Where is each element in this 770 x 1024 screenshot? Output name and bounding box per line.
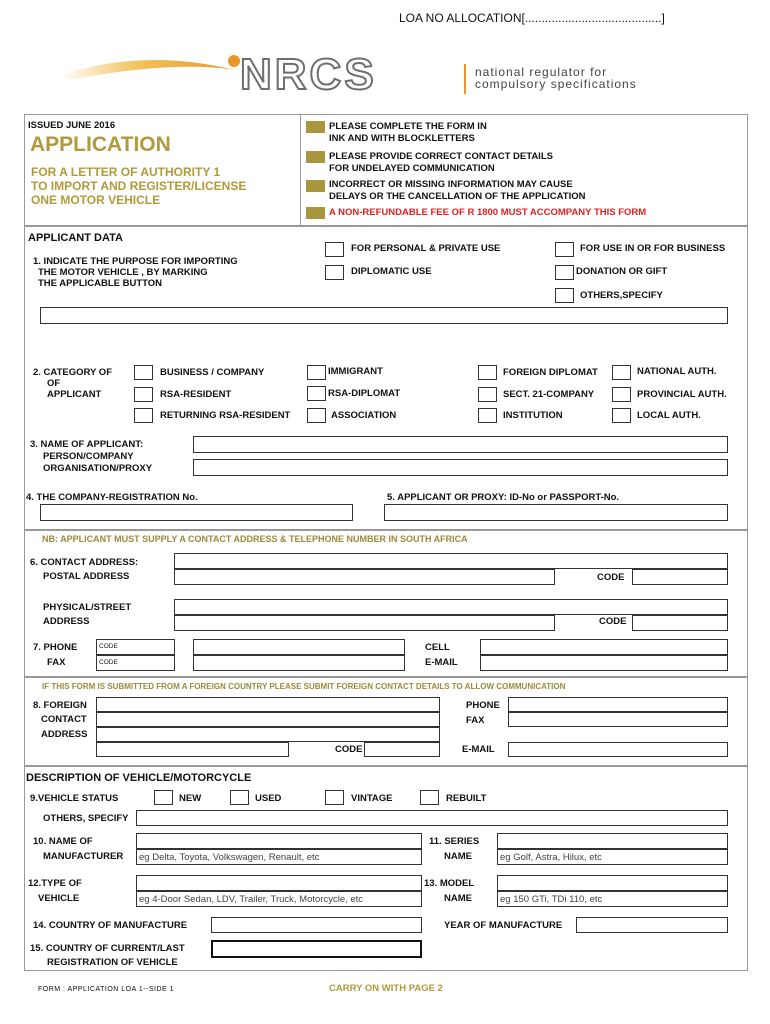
nrcs-logo-text: NRCS bbox=[240, 50, 377, 99]
company-registration-label: 4. THE COMPANY-REGISTRATION No. bbox=[26, 492, 198, 503]
foreign-address-input-3[interactable] bbox=[96, 727, 440, 742]
status-vintage-checkbox[interactable] bbox=[325, 790, 344, 805]
instruction-bullet-2 bbox=[306, 151, 325, 163]
applicant-name-line1: 3. NAME OF APPLICANT: bbox=[30, 439, 144, 450]
subtitle-line2: TO IMPORT AND REGISTER/LICENSE bbox=[31, 179, 247, 193]
intro-divider bbox=[300, 114, 301, 226]
sect21-company-checkbox[interactable] bbox=[478, 387, 497, 402]
fax-number-input[interactable] bbox=[193, 655, 405, 671]
country-manufacture-input[interactable] bbox=[211, 917, 422, 933]
form-title: APPLICATION bbox=[30, 133, 171, 156]
status-used-label: USED bbox=[255, 793, 282, 804]
instruction-1-line2: INK AND WITH BLOCKLETTERS bbox=[329, 133, 475, 144]
foreign-line3: ADDRESS bbox=[41, 729, 88, 740]
foreign-line2: CONTACT bbox=[41, 714, 87, 725]
diplomatic-use-label: DIPLOMATIC USE bbox=[351, 266, 432, 277]
year-manufacture-label: YEAR OF MANUFACTURE bbox=[444, 920, 563, 931]
diplomatic-use-checkbox[interactable] bbox=[325, 265, 344, 280]
others-purpose-checkbox[interactable] bbox=[555, 288, 574, 303]
manufacturer-line2: MANUFACTURER bbox=[43, 851, 124, 862]
vehicle-heading: DESCRIPTION OF VEHICLE/MOTORCYCLE bbox=[26, 772, 252, 784]
purpose-line2: THE MOTOR VEHICLE , BY MARKING bbox=[38, 267, 208, 278]
postal-address-input-1[interactable] bbox=[174, 553, 728, 569]
instruction-1-line1: PLEASE COMPLETE THE FORM IN bbox=[329, 121, 487, 132]
national-auth-checkbox[interactable] bbox=[612, 365, 631, 380]
company-registration-input[interactable] bbox=[40, 504, 353, 521]
cell-label: CELL bbox=[425, 642, 450, 653]
association-label: ASSOCIATION bbox=[331, 410, 397, 421]
postal-code-label: CODE bbox=[597, 572, 625, 583]
purpose-line3: THE APPLICABLE BUTTON bbox=[38, 278, 163, 289]
purpose-line1: 1. INDICATE THE PURPOSE FOR IMPORTING bbox=[33, 256, 238, 267]
status-used-checkbox[interactable] bbox=[230, 790, 249, 805]
personal-use-label: FOR PERSONAL & PRIVATE USE bbox=[351, 243, 501, 254]
subtitle-line1: FOR A LETTER OF AUTHORITY 1 bbox=[31, 165, 221, 179]
physical-code-input[interactable] bbox=[632, 615, 728, 631]
foreign-line1: 8. FOREIGN bbox=[33, 700, 87, 711]
series-line2: NAME bbox=[444, 851, 472, 862]
model-input-1[interactable] bbox=[497, 875, 728, 891]
local-auth-checkbox[interactable] bbox=[612, 408, 631, 423]
applicant-heading: APPLICANT DATA bbox=[28, 232, 123, 244]
immigrant-label: IMMIGRANT bbox=[328, 366, 383, 377]
returning-rsa-resident-label: RETURNING RSA-RESIDENT bbox=[160, 410, 291, 421]
institution-label: INSTITUTION bbox=[503, 410, 563, 421]
category-line3: APPLICANT bbox=[47, 389, 102, 400]
foreign-diplomat-checkbox[interactable] bbox=[478, 365, 497, 380]
foreign-code-label: CODE bbox=[335, 744, 363, 755]
status-rebuilt-label: REBUILT bbox=[446, 793, 487, 804]
foreign-fax-label: FAX bbox=[466, 715, 485, 726]
fee-notice: A NON-REFUNDABLE FEE OF R 1800 MUST ACCOMPANY THIS FORM bbox=[329, 207, 647, 218]
sect21-company-label: SECT. 21-COMPANY bbox=[503, 389, 595, 400]
provincial-auth-label: PROVINCIAL AUTH. bbox=[637, 389, 727, 400]
donation-label: DONATION OR GIFT bbox=[576, 266, 668, 277]
instruction-bullet-3 bbox=[306, 180, 325, 192]
applicant-name-line3: ORGANISATION/PROXY bbox=[43, 463, 153, 474]
phone-label: 7. PHONE bbox=[33, 642, 78, 653]
category-line2: OF bbox=[47, 378, 61, 389]
applicant-name-line2: PERSON/COMPANY bbox=[43, 451, 134, 462]
issued-date: ISSUED JUNE 2016 bbox=[28, 120, 116, 131]
status-new-label: NEW bbox=[179, 793, 202, 804]
form-id: FORM : APPLICATION LOA 1--SIDE 1 bbox=[38, 986, 175, 993]
foreign-notice: IF THIS FORM IS SUBMITTED FROM A FOREIGN COUNTRY PLEASE SUBMIT FOREIGN CONTACT DETAILS TO ALLOW COMMUNICATION bbox=[42, 682, 566, 691]
business-use-label: FOR USE IN OR FOR BUSINESS bbox=[580, 243, 726, 254]
regulator-line2: compulsory specifications bbox=[475, 77, 637, 91]
business-company-checkbox[interactable] bbox=[134, 365, 153, 380]
id-passport-input[interactable] bbox=[384, 504, 728, 521]
rsa-resident-label: RSA-RESIDENT bbox=[160, 389, 232, 400]
applicant-name-input-1[interactable] bbox=[193, 436, 728, 453]
loa-allocation: LOA NO ALLOCATION[.........................................] bbox=[399, 11, 665, 25]
postal-address-label: POSTAL ADDRESS bbox=[43, 571, 130, 582]
institution-checkbox[interactable] bbox=[478, 408, 497, 423]
email-label: E-MAIL bbox=[425, 657, 458, 668]
manufacturer-line1: 10. NAME OF bbox=[33, 836, 93, 847]
manufacturer-input-1[interactable] bbox=[136, 833, 422, 849]
fax-code-hint: CODE bbox=[99, 659, 118, 666]
foreign-phone-input[interactable] bbox=[508, 697, 728, 712]
foreign-fax-input[interactable] bbox=[508, 712, 728, 727]
type-input-1[interactable] bbox=[136, 875, 422, 891]
carry-on-note: CARRY ON WITH PAGE 2 bbox=[329, 983, 443, 994]
year-manufacture-input[interactable] bbox=[576, 917, 728, 933]
physical-address-input-1[interactable] bbox=[174, 599, 728, 615]
instruction-2-line1: PLEASE PROVIDE CORRECT CONTACT DETAILS bbox=[329, 151, 553, 162]
type-line2: VEHICLE bbox=[38, 893, 80, 904]
instruction-3-line2: DELAYS OR THE CANCELLATION OF THE APPLICATION bbox=[329, 191, 586, 202]
series-placeholder: eg Golf, Astra, Hilux, etc bbox=[500, 852, 602, 863]
country-registration-input[interactable] bbox=[211, 940, 422, 958]
physical-address-line2: ADDRESS bbox=[43, 616, 90, 627]
rsa-diplomat-checkbox[interactable] bbox=[307, 386, 326, 401]
others-purpose-input[interactable] bbox=[40, 307, 728, 324]
model-placeholder: eg 150 GTi, TDi 110, etc bbox=[500, 894, 603, 905]
local-auth-label: LOCAL AUTH. bbox=[637, 410, 701, 421]
cell-input[interactable] bbox=[480, 639, 728, 655]
email-input[interactable] bbox=[480, 655, 728, 671]
status-rebuilt-checkbox[interactable] bbox=[420, 790, 439, 805]
vehicle-status-label: 9.VEHICLE STATUS bbox=[30, 793, 119, 804]
applicant-name-input-2[interactable] bbox=[193, 459, 728, 476]
series-input-1[interactable] bbox=[497, 833, 728, 849]
returning-rsa-resident-checkbox[interactable] bbox=[134, 408, 153, 423]
foreign-address-input-1[interactable] bbox=[96, 697, 440, 712]
foreign-phone-label: PHONE bbox=[466, 700, 500, 711]
rsa-diplomat-label: RSA-DIPLOMAT bbox=[328, 388, 401, 399]
foreign-diplomat-label: FOREIGN DIPLOMAT bbox=[503, 367, 598, 378]
country-manufacture-label: 14. COUNTRY OF MANUFACTURE bbox=[33, 920, 188, 931]
others-specify-input[interactable] bbox=[136, 810, 728, 826]
status-vintage-label: VINTAGE bbox=[351, 793, 393, 804]
model-line1: 13. MODEL bbox=[424, 878, 475, 889]
instruction-bullet-4 bbox=[306, 207, 325, 219]
country-registration-line1: 15. COUNTRY OF CURRENT/LAST bbox=[30, 943, 185, 954]
status-new-checkbox[interactable] bbox=[154, 790, 173, 805]
country-registration-line2: REGISTRATION OF VEHICLE bbox=[47, 957, 178, 968]
logo-divider bbox=[464, 64, 466, 94]
category-line1: 2. CATEGORY OF bbox=[33, 367, 113, 378]
foreign-code-input[interactable] bbox=[364, 742, 440, 757]
others-specify-label: OTHERS, SPECIFY bbox=[43, 813, 129, 824]
business-use-checkbox[interactable] bbox=[555, 242, 574, 257]
model-line2: NAME bbox=[444, 893, 472, 904]
physical-code-label: CODE bbox=[599, 616, 627, 627]
others-purpose-label: OTHERS,SPECIFY bbox=[580, 290, 663, 301]
physical-address-input-2[interactable] bbox=[174, 615, 555, 631]
postal-code-input[interactable] bbox=[632, 569, 728, 585]
national-auth-label: NATIONAL AUTH. bbox=[637, 366, 717, 377]
foreign-address-input-2[interactable] bbox=[96, 712, 440, 727]
immigrant-checkbox[interactable] bbox=[307, 365, 326, 380]
rsa-resident-checkbox[interactable] bbox=[134, 387, 153, 402]
subtitle-line3: ONE MOTOR VEHICLE bbox=[31, 193, 161, 207]
fax-label: FAX bbox=[47, 657, 66, 668]
manufacturer-placeholder: eg Delta, Toyota, Volkswagen, Renault, etc bbox=[139, 852, 320, 863]
regulator-line1: national regulator for bbox=[475, 65, 608, 79]
instruction-bullet-1 bbox=[306, 121, 325, 133]
instruction-2-line2: FOR UNDELAYED COMMUNICATION bbox=[329, 163, 495, 174]
id-passport-label: 5. APPLICANT OR PROXY: ID-No or PASSPORT-No. bbox=[387, 492, 620, 503]
instruction-3-line1: INCORRECT OR MISSING INFORMATION MAY CAUSE bbox=[329, 179, 573, 190]
association-checkbox[interactable] bbox=[307, 408, 326, 423]
type-line1: 12.TYPE OF bbox=[28, 878, 82, 889]
contact-address-label: 6. CONTACT ADDRESS: bbox=[30, 557, 139, 568]
postal-address-input-2[interactable] bbox=[174, 569, 555, 585]
provincial-auth-checkbox[interactable] bbox=[612, 387, 631, 402]
personal-use-checkbox[interactable] bbox=[325, 242, 344, 257]
nb-notice: NB: APPLICANT MUST SUPPLY A CONTACT ADDRESS & TELEPHONE NUMBER IN SOUTH AFRICA bbox=[42, 534, 468, 544]
series-line1: 11. SERIES bbox=[429, 836, 480, 847]
foreign-email-input[interactable] bbox=[508, 742, 728, 757]
type-placeholder: eg 4-Door Sedan, LDV, Trailer, Truck, Motorcycle, etc bbox=[139, 894, 364, 905]
business-company-label: BUSINESS / COMPANY bbox=[160, 367, 265, 378]
physical-address-line1: PHYSICAL/STREET bbox=[43, 602, 132, 613]
donation-checkbox[interactable] bbox=[555, 265, 574, 280]
phone-code-hint: CODE bbox=[99, 643, 118, 650]
foreign-address-input-4[interactable] bbox=[96, 742, 289, 757]
foreign-email-label: E-MAIL bbox=[462, 744, 495, 755]
phone-number-input[interactable] bbox=[193, 639, 405, 655]
